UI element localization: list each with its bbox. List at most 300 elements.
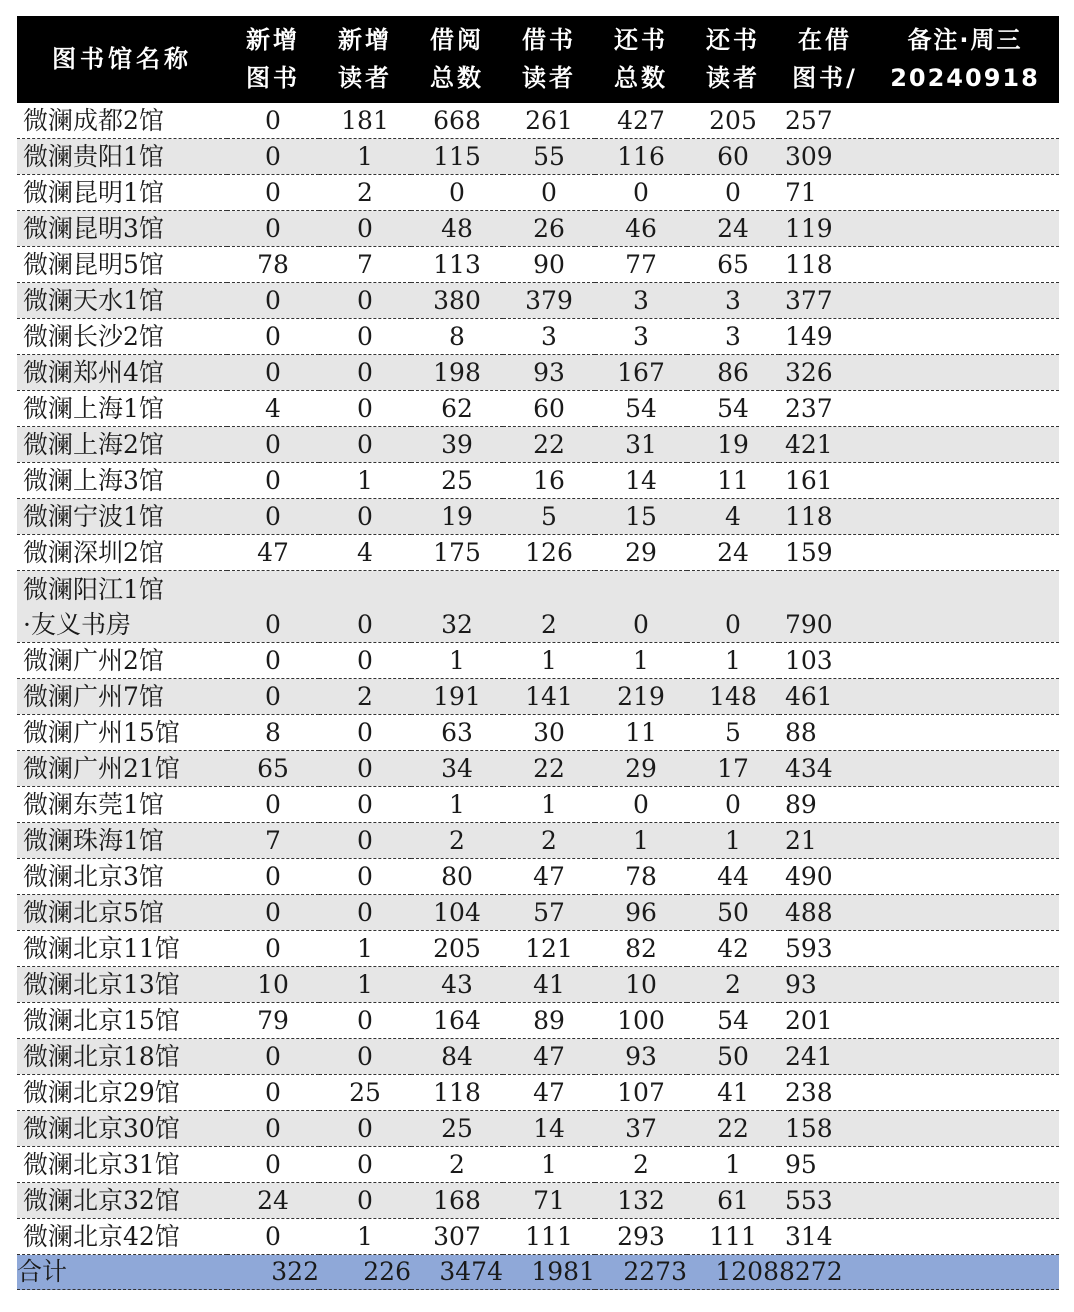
note-cell — [871, 679, 1059, 715]
total-borrowed-cell: 1 — [411, 787, 503, 823]
new-books-cell: 0 — [227, 463, 319, 499]
new-readers-cell: 0 — [319, 1183, 411, 1219]
on-loan-cell: 490 — [779, 859, 871, 895]
library-name-cell: 微澜昆明5馆 — [17, 247, 227, 283]
library-stats-sheet — [17, 16, 1059, 1290]
table-row — [17, 102, 1059, 139]
total-borrowed-cell: 115 — [411, 139, 503, 175]
total-returned-cell: 3 — [595, 319, 687, 355]
header-return-readers: 还书 读者 — [706, 25, 760, 92]
total-returned-cell: 93 — [595, 1039, 687, 1075]
table-row — [17, 931, 1059, 967]
header-total-returned: 还书 总数 — [614, 25, 668, 92]
note-cell — [871, 535, 1059, 571]
note-cell — [871, 463, 1059, 499]
table-row — [17, 211, 1059, 247]
table-row — [17, 1219, 1059, 1255]
library-name-cell: 微澜北京29馆 — [17, 1075, 227, 1111]
new-readers-cell: 0 — [319, 1039, 411, 1075]
return-readers-cell: 86 — [687, 355, 779, 391]
borrow-readers-cell: 22 — [503, 751, 595, 787]
note-cell — [871, 895, 1059, 931]
borrow-readers-cell: 2 — [503, 823, 595, 859]
new-readers-cell: 0 — [319, 823, 411, 859]
total-borrowed-cell: 668 — [411, 102, 503, 139]
new-books-cell: 79 — [227, 1003, 319, 1039]
note-cell — [871, 355, 1059, 391]
new-readers-cell: 2 — [319, 679, 411, 715]
note-cell — [871, 247, 1059, 283]
borrow-readers-cell: 126 — [503, 535, 595, 571]
return-readers-cell: 3 — [687, 283, 779, 319]
borrow-readers-cell: 30 — [503, 715, 595, 751]
total-returned-cell: 14 — [595, 463, 687, 499]
total-returned-cell: 10 — [595, 967, 687, 1003]
return-readers-cell: 61 — [687, 1183, 779, 1219]
return-readers-cell: 1 — [687, 643, 779, 679]
note-cell — [871, 283, 1059, 319]
total-returned-cell: 116 — [595, 139, 687, 175]
new-books-cell: 0 — [227, 1039, 319, 1075]
return-readers-cell: 1 — [687, 1147, 779, 1183]
header-borrow-readers: 借书 读者 — [522, 25, 576, 92]
note-cell — [871, 859, 1059, 895]
total-borrowed-cell: 25 — [411, 463, 503, 499]
return-readers-cell: 41 — [687, 1075, 779, 1111]
on-loan-cell: 314 — [779, 1219, 871, 1255]
borrow-readers-cell: 16 — [503, 463, 595, 499]
library-stats-table — [17, 16, 1059, 1290]
library-name-cell: 微澜北京18馆 — [17, 1039, 227, 1075]
new-readers-cell: 0 — [319, 499, 411, 535]
new-readers-cell: 1 — [319, 967, 411, 1003]
library-name-cell: 微澜北京5馆 — [17, 895, 227, 931]
new-readers-cell: 1 — [319, 931, 411, 967]
note-cell — [871, 1183, 1059, 1219]
borrow-readers-cell: 47 — [503, 1075, 595, 1111]
new-readers-cell: 181 — [319, 102, 411, 139]
total-returned-cell: 11 — [595, 715, 687, 751]
library-name-cell: 微澜深圳2馆 — [17, 535, 227, 571]
on-loan-cell: 241 — [779, 1039, 871, 1075]
borrow-readers-cell: 41 — [503, 967, 595, 1003]
total-returned-cell: 3 — [595, 283, 687, 319]
total-borrowed-cell: 48 — [411, 211, 503, 247]
library-name-cell: 微澜北京31馆 — [17, 1147, 227, 1183]
total-returned-cell: 96 — [595, 895, 687, 931]
note-cell — [871, 1111, 1059, 1147]
new-readers-cell: 2 — [319, 175, 411, 211]
note-cell — [871, 427, 1059, 463]
on-loan-cell: 434 — [779, 751, 871, 787]
borrow-readers-cell: 2 — [503, 571, 595, 643]
table-row — [17, 355, 1059, 391]
return-readers-cell: 19 — [687, 427, 779, 463]
return-readers-cell: 54 — [687, 1003, 779, 1039]
table-row — [17, 859, 1059, 895]
note-cell — [871, 823, 1059, 859]
new-readers-cell: 1 — [319, 1219, 411, 1255]
total-borrowed-cell: 2 — [411, 1147, 503, 1183]
borrow-readers-cell: 121 — [503, 931, 595, 967]
library-name-cell: 微澜成都2馆 — [17, 102, 227, 139]
table-row — [17, 679, 1059, 715]
return-readers-cell: 0 — [687, 175, 779, 211]
on-loan-cell: 326 — [779, 355, 871, 391]
new-books-cell: 0 — [227, 355, 319, 391]
note-cell — [871, 931, 1059, 967]
total-new-books: 322 — [227, 1255, 319, 1290]
on-loan-cell: 93 — [779, 967, 871, 1003]
new-books-cell: 0 — [227, 175, 319, 211]
new-readers-cell: 0 — [319, 571, 411, 643]
on-loan-cell: 461 — [779, 679, 871, 715]
total-returned-cell: 0 — [595, 787, 687, 823]
new-readers-cell: 0 — [319, 715, 411, 751]
total-return-readers: 1208 — [687, 1255, 779, 1290]
on-loan-cell: 238 — [779, 1075, 871, 1111]
return-readers-cell: 60 — [687, 139, 779, 175]
borrow-readers-cell: 261 — [503, 102, 595, 139]
note-cell — [871, 643, 1059, 679]
borrow-readers-cell: 22 — [503, 427, 595, 463]
new-readers-cell: 25 — [319, 1075, 411, 1111]
total-borrowed-cell: 2 — [411, 823, 503, 859]
new-books-cell: 0 — [227, 1111, 319, 1147]
table-row — [17, 895, 1059, 931]
on-loan-cell: 89 — [779, 787, 871, 823]
return-readers-cell: 3 — [687, 319, 779, 355]
new-readers-cell: 0 — [319, 1003, 411, 1039]
total-returned-cell: 82 — [595, 931, 687, 967]
new-readers-cell: 0 — [319, 895, 411, 931]
total-returned-cell: 77 — [595, 247, 687, 283]
header-row — [17, 16, 1059, 102]
borrow-readers-cell: 0 — [503, 175, 595, 211]
table-row — [17, 1147, 1059, 1183]
note-cell — [871, 102, 1059, 139]
total-borrowed-cell: 380 — [411, 283, 503, 319]
note-cell — [871, 1075, 1059, 1111]
note-cell — [871, 319, 1059, 355]
new-books-cell: 0 — [227, 931, 319, 967]
library-name-cell: 微澜宁波1馆 — [17, 499, 227, 535]
library-name-cell: 微澜广州15馆 — [17, 715, 227, 751]
total-borrow-readers: 1981 — [503, 1255, 595, 1290]
on-loan-cell: 103 — [779, 643, 871, 679]
return-readers-cell: 44 — [687, 859, 779, 895]
new-readers-cell: 0 — [319, 319, 411, 355]
table-row — [17, 391, 1059, 427]
table-row — [17, 787, 1059, 823]
on-loan-cell: 149 — [779, 319, 871, 355]
total-borrowed-cell: 118 — [411, 1075, 503, 1111]
total-borrowed-cell: 62 — [411, 391, 503, 427]
on-loan-cell: 95 — [779, 1147, 871, 1183]
total-label: 合计 — [17, 1255, 227, 1290]
total-returned-cell: 107 — [595, 1075, 687, 1111]
new-books-cell: 0 — [227, 283, 319, 319]
on-loan-cell: 119 — [779, 211, 871, 247]
new-books-cell: 78 — [227, 247, 319, 283]
total-borrowed-cell: 0 — [411, 175, 503, 211]
table-row — [17, 1111, 1059, 1147]
borrow-readers-cell: 1 — [503, 643, 595, 679]
note-cell — [871, 499, 1059, 535]
borrow-readers-cell: 90 — [503, 247, 595, 283]
new-books-cell: 0 — [227, 571, 319, 643]
table-row — [17, 823, 1059, 859]
library-name-cell: 微澜北京3馆 — [17, 859, 227, 895]
new-books-cell: 0 — [227, 1075, 319, 1111]
return-readers-cell: 0 — [687, 787, 779, 823]
new-books-cell: 10 — [227, 967, 319, 1003]
on-loan-cell: 421 — [779, 427, 871, 463]
new-books-cell: 0 — [227, 1219, 319, 1255]
borrow-readers-cell: 57 — [503, 895, 595, 931]
new-readers-cell: 0 — [319, 751, 411, 787]
on-loan-cell: 161 — [779, 463, 871, 499]
total-borrowed-cell: 34 — [411, 751, 503, 787]
total-on-loan: 8272 — [779, 1255, 871, 1290]
return-readers-cell: 50 — [687, 1039, 779, 1075]
on-loan-cell: 88 — [779, 715, 871, 751]
new-readers-cell: 0 — [319, 787, 411, 823]
total-borrowed-cell: 175 — [411, 535, 503, 571]
note-cell — [871, 175, 1059, 211]
total-borrowed-cell: 307 — [411, 1219, 503, 1255]
total-returned-cell: 219 — [595, 679, 687, 715]
library-name-cell: 微澜上海1馆 — [17, 391, 227, 427]
total-borrowed-cell: 8 — [411, 319, 503, 355]
borrow-readers-cell: 3 — [503, 319, 595, 355]
return-readers-cell: 22 — [687, 1111, 779, 1147]
total-borrowed-cell: 1 — [411, 643, 503, 679]
note-cell — [871, 1219, 1059, 1255]
on-loan-cell: 593 — [779, 931, 871, 967]
total-borrowed-cell: 43 — [411, 967, 503, 1003]
new-readers-cell: 0 — [319, 211, 411, 247]
library-name-cell: 微澜郑州4馆 — [17, 355, 227, 391]
return-readers-cell: 24 — [687, 535, 779, 571]
library-name-cell: 微澜广州21馆 — [17, 751, 227, 787]
table-row — [17, 283, 1059, 319]
total-borrowed-cell: 191 — [411, 679, 503, 715]
new-books-cell: 0 — [227, 319, 319, 355]
total-new-readers: 226 — [319, 1255, 411, 1290]
library-name-cell: 微澜上海2馆 — [17, 427, 227, 463]
borrow-readers-cell: 89 — [503, 1003, 595, 1039]
new-books-cell: 0 — [227, 1147, 319, 1183]
new-readers-cell: 0 — [319, 283, 411, 319]
total-returned-cell: 31 — [595, 427, 687, 463]
total-returned-cell: 167 — [595, 355, 687, 391]
return-readers-cell: 11 — [687, 463, 779, 499]
library-name-cell: 微澜广州7馆 — [17, 679, 227, 715]
library-name-cell: 微澜北京32馆 — [17, 1183, 227, 1219]
on-loan-cell: 159 — [779, 535, 871, 571]
return-readers-cell: 0 — [687, 571, 779, 643]
borrow-readers-cell: 26 — [503, 211, 595, 247]
new-books-cell: 4 — [227, 391, 319, 427]
table-row — [17, 571, 1059, 643]
total-returned-cell: 1 — [595, 643, 687, 679]
borrow-readers-cell: 5 — [503, 499, 595, 535]
new-books-cell: 24 — [227, 1183, 319, 1219]
total-returned-cell: 2 — [595, 1147, 687, 1183]
new-books-cell: 0 — [227, 102, 319, 139]
new-books-cell: 0 — [227, 499, 319, 535]
total-returned-cell: 78 — [595, 859, 687, 895]
total-total-returned: 2273 — [595, 1255, 687, 1290]
table-row — [17, 643, 1059, 679]
total-borrowed-cell: 164 — [411, 1003, 503, 1039]
header-on-loan: 在借 图书/ — [792, 25, 858, 92]
new-books-cell: 0 — [227, 679, 319, 715]
note-cell — [871, 391, 1059, 427]
total-borrowed-cell: 84 — [411, 1039, 503, 1075]
new-books-cell: 65 — [227, 751, 319, 787]
total-borrowed-cell: 198 — [411, 355, 503, 391]
new-books-cell: 47 — [227, 535, 319, 571]
on-loan-cell: 553 — [779, 1183, 871, 1219]
total-returned-cell: 293 — [595, 1219, 687, 1255]
return-readers-cell: 111 — [687, 1219, 779, 1255]
new-readers-cell: 7 — [319, 247, 411, 283]
note-cell — [871, 1003, 1059, 1039]
total-borrowed-cell: 205 — [411, 931, 503, 967]
return-readers-cell: 5 — [687, 715, 779, 751]
total-returned-cell: 37 — [595, 1111, 687, 1147]
total-returned-cell: 100 — [595, 1003, 687, 1039]
library-name-cell: 微澜上海3馆 — [17, 463, 227, 499]
total-returned-cell: 132 — [595, 1183, 687, 1219]
total-returned-cell: 54 — [595, 391, 687, 427]
total-total-borrowed: 3474 — [411, 1255, 503, 1290]
header-total-borrowed: 借阅 总数 — [430, 25, 484, 92]
library-name-cell: 微澜北京42馆 — [17, 1219, 227, 1255]
borrow-readers-cell: 1 — [503, 787, 595, 823]
note-cell — [871, 211, 1059, 247]
note-cell — [871, 715, 1059, 751]
new-books-cell: 8 — [227, 715, 319, 751]
on-loan-cell: 237 — [779, 391, 871, 427]
library-name-cell: 微澜东莞1馆 — [17, 787, 227, 823]
note-cell — [871, 751, 1059, 787]
table-row — [17, 967, 1059, 1003]
borrow-readers-cell: 47 — [503, 1039, 595, 1075]
total-borrowed-cell: 19 — [411, 499, 503, 535]
library-name-cell: 微澜阳江1馆 ·友义书房 — [17, 571, 227, 643]
new-readers-cell: 1 — [319, 463, 411, 499]
total-borrowed-cell: 32 — [411, 571, 503, 643]
table-row — [17, 499, 1059, 535]
table-row — [17, 1039, 1059, 1075]
new-books-cell: 0 — [227, 139, 319, 175]
new-books-cell: 0 — [227, 643, 319, 679]
return-readers-cell: 2 — [687, 967, 779, 1003]
table-row — [17, 1183, 1059, 1219]
total-returned-cell: 29 — [595, 751, 687, 787]
return-readers-cell: 50 — [687, 895, 779, 931]
note-cell — [871, 1147, 1059, 1183]
total-returned-cell: 0 — [595, 571, 687, 643]
on-loan-cell: 201 — [779, 1003, 871, 1039]
total-returned-cell: 0 — [595, 175, 687, 211]
on-loan-cell: 21 — [779, 823, 871, 859]
on-loan-cell: 71 — [779, 175, 871, 211]
new-readers-cell: 0 — [319, 859, 411, 895]
on-loan-cell: 309 — [779, 139, 871, 175]
new-readers-cell: 0 — [319, 391, 411, 427]
note-cell — [871, 571, 1059, 643]
total-borrowed-cell: 80 — [411, 859, 503, 895]
return-readers-cell: 65 — [687, 247, 779, 283]
new-books-cell: 0 — [227, 427, 319, 463]
total-returned-cell: 46 — [595, 211, 687, 247]
total-borrowed-cell: 113 — [411, 247, 503, 283]
header-note: 备注·周三 20240918 — [890, 25, 1040, 92]
table-row — [17, 751, 1059, 787]
new-books-cell: 0 — [227, 859, 319, 895]
new-readers-cell: 0 — [319, 643, 411, 679]
borrow-readers-cell: 379 — [503, 283, 595, 319]
library-name-cell: 微澜北京13馆 — [17, 967, 227, 1003]
total-returned-cell: 427 — [595, 102, 687, 139]
total-borrowed-cell: 25 — [411, 1111, 503, 1147]
new-readers-cell: 4 — [319, 535, 411, 571]
table-row — [17, 463, 1059, 499]
on-loan-cell: 118 — [779, 499, 871, 535]
library-name-cell: 微澜天水1馆 — [17, 283, 227, 319]
borrow-readers-cell: 111 — [503, 1219, 595, 1255]
total-borrowed-cell: 104 — [411, 895, 503, 931]
note-cell — [871, 787, 1059, 823]
borrow-readers-cell: 1 — [503, 1147, 595, 1183]
return-readers-cell: 1 — [687, 823, 779, 859]
new-books-cell: 0 — [227, 787, 319, 823]
return-readers-cell: 4 — [687, 499, 779, 535]
on-loan-cell: 790 — [779, 571, 871, 643]
total-row — [17, 1255, 1059, 1290]
return-readers-cell: 54 — [687, 391, 779, 427]
table-body — [17, 102, 1059, 1255]
new-books-cell: 0 — [227, 895, 319, 931]
header-new-books: 新增 图书 — [246, 25, 300, 92]
total-borrowed-cell: 63 — [411, 715, 503, 751]
header-library-name: 图书馆名称 — [52, 44, 192, 73]
return-readers-cell: 148 — [687, 679, 779, 715]
total-returned-cell: 1 — [595, 823, 687, 859]
total-returned-cell: 29 — [595, 535, 687, 571]
total-note — [871, 1255, 1059, 1290]
borrow-readers-cell: 55 — [503, 139, 595, 175]
table-row — [17, 175, 1059, 211]
borrow-readers-cell: 47 — [503, 859, 595, 895]
borrow-readers-cell: 93 — [503, 355, 595, 391]
note-cell — [871, 967, 1059, 1003]
borrow-readers-cell: 71 — [503, 1183, 595, 1219]
table-row — [17, 1075, 1059, 1111]
library-name-cell: 微澜北京30馆 — [17, 1111, 227, 1147]
on-loan-cell: 488 — [779, 895, 871, 931]
on-loan-cell: 377 — [779, 283, 871, 319]
table-row — [17, 319, 1059, 355]
library-name-cell: 微澜长沙2馆 — [17, 319, 227, 355]
new-books-cell: 0 — [227, 211, 319, 247]
borrow-readers-cell: 60 — [503, 391, 595, 427]
borrow-readers-cell: 14 — [503, 1111, 595, 1147]
